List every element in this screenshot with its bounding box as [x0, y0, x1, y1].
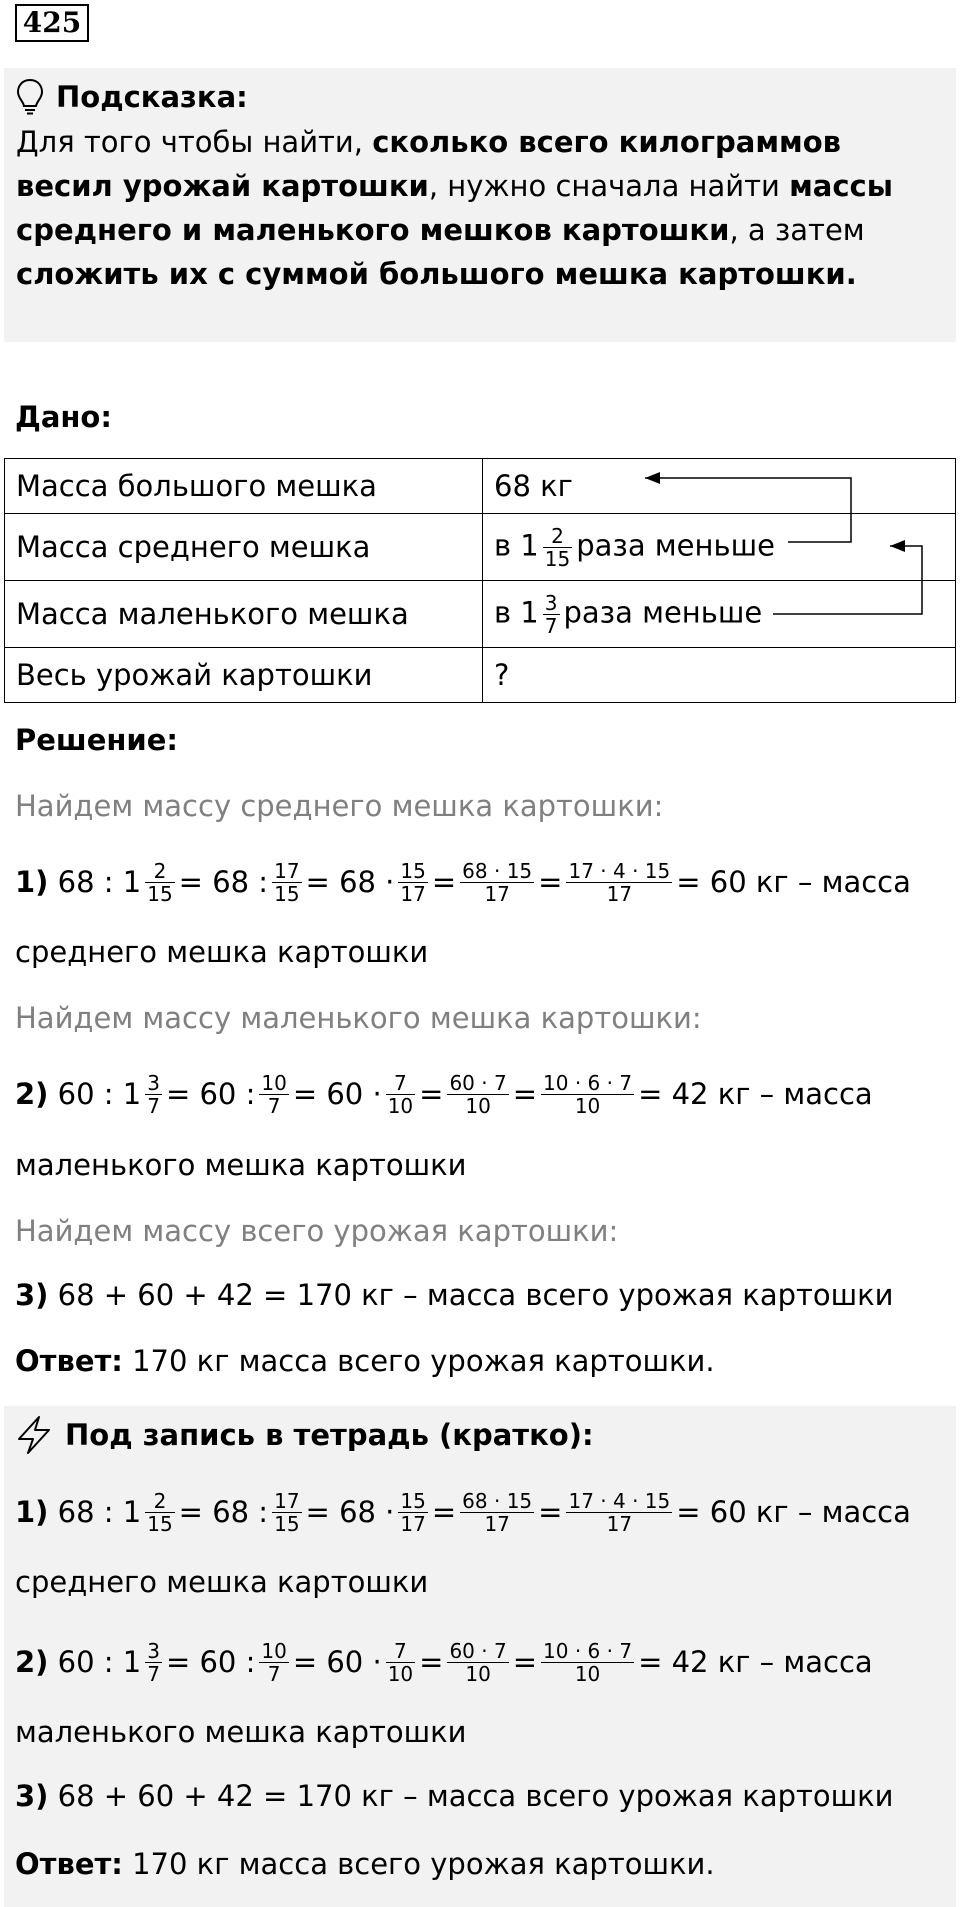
- find-small-text: Найдем массу маленького мешка картошки:: [15, 1001, 702, 1035]
- fraction: [566, 860, 672, 905]
- nb-step-2: [15, 1636, 873, 1688]
- numerator: 3: [147, 1070, 160, 1095]
- fraction: [386, 1072, 415, 1117]
- expr: 68 + 60 + 42 = 170 кг – масса всего урожая картошки: [57, 1278, 894, 1312]
- lightbulb-icon: [16, 78, 44, 116]
- fraction: [145, 1640, 162, 1685]
- denominator: 7: [267, 1093, 281, 1118]
- denominator: 17: [400, 881, 426, 906]
- given-table: [4, 458, 956, 703]
- expr: = 60 ·: [292, 1077, 382, 1111]
- fraction: [398, 860, 427, 905]
- step-1: [15, 856, 911, 908]
- step-3: [15, 1277, 894, 1313]
- step-2: [15, 1068, 873, 1120]
- hint-part: , а затем: [729, 213, 865, 247]
- expr: = 68 :: [178, 1495, 269, 1529]
- row-value: ?: [483, 648, 956, 703]
- nb-step-3: [15, 1778, 894, 1814]
- numerator: 60 · 7: [449, 1070, 507, 1095]
- step-number: 2): [15, 1077, 49, 1111]
- table-row: [5, 459, 956, 514]
- numerator: 15: [400, 858, 426, 883]
- fraction: [460, 860, 534, 905]
- numerator: 60 · 7: [449, 1638, 507, 1663]
- hint-text: [16, 120, 944, 296]
- answer: [15, 1343, 715, 1379]
- hint-title: Подсказка:: [56, 80, 248, 114]
- denominator: 10: [387, 1661, 414, 1686]
- answer-text: 170 кг масса всего урожая картошки.: [132, 1344, 715, 1378]
- find-total-text: Найдем массу всего урожая картошки:: [15, 1214, 619, 1248]
- step-1-cont: среднего мешка картошки: [15, 935, 429, 969]
- hint-part-bold: массы среднего и маленького мешков картошки: [16, 169, 893, 247]
- denominator: 15: [544, 546, 571, 571]
- denominator: 15: [274, 1511, 300, 1536]
- denominator: 10: [465, 1093, 491, 1118]
- value-suffix: раза меньше: [563, 595, 763, 629]
- row-name: Весь урожай картошки: [5, 648, 483, 703]
- denominator: 17: [606, 881, 633, 906]
- numerator: 2: [145, 860, 174, 883]
- numerator: 3: [147, 1638, 160, 1663]
- denominator: 17: [400, 1511, 426, 1536]
- step-number: 1): [15, 1495, 49, 1529]
- expr: = 68 ·: [305, 865, 395, 899]
- expr: = 60 :: [165, 1645, 256, 1679]
- denominator: 15: [274, 881, 300, 906]
- solution-label: Решение:: [15, 723, 179, 757]
- fraction: [447, 1072, 508, 1117]
- nb-answer: [15, 1846, 715, 1882]
- hint-part: Для того чтобы найти,: [16, 125, 373, 159]
- numerator: 2: [145, 1490, 174, 1513]
- step-number: 1): [15, 865, 49, 899]
- fraction: [386, 1640, 415, 1685]
- table-row: [5, 581, 956, 648]
- numerator: 10 · 6 · 7: [543, 1638, 633, 1663]
- fraction: [272, 1490, 301, 1535]
- numerator: 17 · 4 · 15: [568, 858, 671, 883]
- nb-step-1-cont: среднего мешка картошки: [15, 1565, 429, 1599]
- expr: = 60 ·: [292, 1645, 382, 1679]
- expr: 68 + 60 + 42 = 170 кг – масса всего урожая картошки: [57, 1779, 894, 1813]
- fraction: [566, 1490, 672, 1535]
- denominator: 10: [574, 1093, 601, 1118]
- numerator: 17 · 4 · 15: [568, 1488, 671, 1513]
- answer-label: Ответ:: [15, 1344, 123, 1378]
- denominator: 10: [465, 1661, 491, 1686]
- hint-part-bold: сложить их с суммой большого мешка картошки.: [16, 257, 857, 291]
- answer-text: 170 кг масса всего урожая картошки.: [132, 1847, 715, 1881]
- fraction: [259, 1072, 288, 1117]
- numerator: 7: [386, 1072, 415, 1095]
- table-row: [5, 648, 956, 703]
- expr: = 42 кг – масса: [638, 1077, 873, 1111]
- step-number: 3): [15, 1278, 49, 1312]
- fraction: [272, 860, 301, 905]
- denominator: 7: [267, 1661, 281, 1686]
- fraction: [543, 525, 572, 570]
- numerator: 3: [544, 590, 558, 615]
- denominator: 7: [147, 1093, 160, 1118]
- expr: =: [419, 1645, 444, 1679]
- answer-label: Ответ:: [15, 1847, 123, 1881]
- fraction: [145, 1072, 162, 1117]
- denominator: 17: [484, 881, 510, 906]
- row-name: Масса среднего мешка: [5, 514, 483, 581]
- fraction: [460, 1490, 534, 1535]
- denominator: 17: [484, 1511, 510, 1536]
- denominator: 17: [606, 1511, 633, 1536]
- expr: =: [512, 1645, 538, 1679]
- numerator: 10: [261, 1070, 287, 1095]
- numerator: 15: [400, 1488, 426, 1513]
- numerator: 10: [261, 1638, 287, 1663]
- nb-step-2-cont: маленького мешка картошки: [15, 1715, 467, 1749]
- step-number: 2): [15, 1645, 49, 1679]
- value-suffix: раза меньше: [576, 528, 775, 562]
- expr: = 68 :: [178, 865, 269, 899]
- hint-part: , нужно сначала найти: [428, 169, 790, 203]
- nb-step-1: [15, 1486, 911, 1538]
- task-number: 425: [15, 4, 89, 42]
- expr: = 60 :: [165, 1077, 256, 1111]
- step-2-cont: маленького мешка картошки: [15, 1148, 467, 1182]
- expr: =: [512, 1077, 538, 1111]
- fraction: [447, 1640, 508, 1685]
- denominator: 7: [544, 613, 558, 638]
- expr: =: [419, 1077, 444, 1111]
- expr: = 60 кг – масса: [676, 865, 911, 899]
- numerator: 68 · 15: [462, 1488, 533, 1513]
- expr: =: [538, 865, 563, 899]
- fraction: [541, 1072, 634, 1117]
- numerator: 10 · 6 · 7: [543, 1070, 633, 1095]
- row-value: 68 кг: [483, 459, 956, 514]
- fraction: [145, 860, 174, 905]
- step-number: 3): [15, 1779, 49, 1813]
- value-prefix: в 1: [494, 595, 539, 629]
- expr: = 42 кг – масса: [638, 1645, 873, 1679]
- denominator: 15: [147, 1511, 173, 1536]
- row-name: Масса большого мешка: [5, 459, 483, 514]
- numerator: 2: [543, 525, 572, 548]
- row-value: [483, 581, 956, 648]
- fraction: [259, 1640, 288, 1685]
- lightning-icon: [15, 1415, 53, 1455]
- denominator: 15: [147, 881, 173, 906]
- value-prefix: в 1: [494, 528, 539, 562]
- fraction: [145, 1490, 174, 1535]
- expr: 68 : 1: [57, 1495, 142, 1529]
- numerator: 68 · 15: [462, 858, 533, 883]
- fraction: [543, 592, 560, 637]
- numerator: 17: [274, 858, 300, 883]
- expr: = 68 ·: [305, 1495, 395, 1529]
- numerator: 17: [274, 1488, 300, 1513]
- table-row: [5, 514, 956, 581]
- denominator: 10: [574, 1661, 601, 1686]
- fraction: [541, 1640, 634, 1685]
- find-medium-text: Найдем массу среднего мешка картошки:: [15, 789, 664, 823]
- expr: 60 : 1: [57, 1645, 142, 1679]
- denominator: 7: [147, 1661, 160, 1686]
- given-label: Дано:: [15, 400, 112, 434]
- row-name: Масса маленького мешка: [5, 581, 483, 648]
- expr: =: [538, 1495, 563, 1529]
- notebook-title: Под запись в тетрадь (кратко):: [65, 1418, 594, 1452]
- expr: 68 : 1: [57, 865, 142, 899]
- numerator: 7: [386, 1640, 415, 1663]
- denominator: 10: [387, 1093, 414, 1118]
- notebook-header: [15, 1414, 594, 1456]
- expr: = 60 кг – масса: [676, 1495, 911, 1529]
- expr: =: [431, 1495, 457, 1529]
- hint-part-bold: сколько всего килограммов весил урожай картошки: [16, 125, 842, 203]
- expr: 60 : 1: [57, 1077, 142, 1111]
- expr: =: [431, 865, 457, 899]
- hint-box: [4, 68, 956, 342]
- fraction: [398, 1490, 427, 1535]
- row-value: [483, 514, 956, 581]
